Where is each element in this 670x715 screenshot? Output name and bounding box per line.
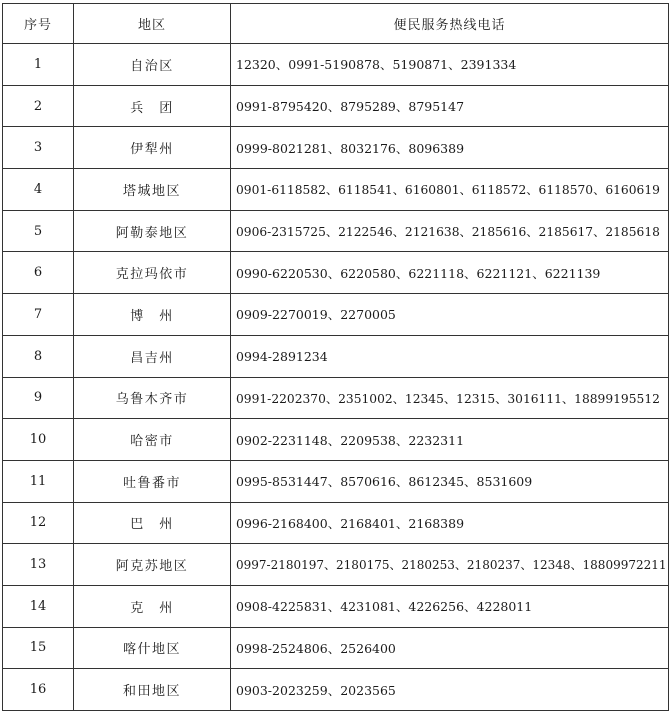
row-index: 15 <box>3 627 74 669</box>
row-index: 14 <box>3 585 74 627</box>
table-row <box>3 544 669 586</box>
row-index: 13 <box>3 544 74 586</box>
row-phones: 0909-2270019、2270005 <box>231 294 669 336</box>
row-index: 10 <box>3 419 74 461</box>
row-index: 1 <box>3 44 74 86</box>
row-phones: 0906-2315725、2122546、2121638、2185616、2185617、2185618 <box>231 210 669 252</box>
row-index: 7 <box>3 294 74 336</box>
table-row <box>3 294 669 336</box>
header-index: 序号 <box>3 4 74 44</box>
row-region: 昌吉州 <box>74 335 231 377</box>
table-row <box>3 419 669 461</box>
row-phones: 0991-2202370、2351002、12345、12315、3016111、18899195512 <box>231 377 669 419</box>
row-phones: 0995-8531447、8570616、8612345、8531609 <box>231 460 669 502</box>
row-phones: 0990-6220530、6220580、6221118、6221121、6221139 <box>231 252 669 294</box>
row-region: 伊犁州 <box>74 127 231 169</box>
row-region: 克拉玛依市 <box>74 252 231 294</box>
row-region: 塔城地区 <box>74 169 231 211</box>
row-region: 乌鲁木齐市 <box>74 377 231 419</box>
row-index: 3 <box>3 127 74 169</box>
header-region: 地区 <box>74 4 231 44</box>
table-row <box>3 252 669 294</box>
row-region: 兵 团 <box>74 85 231 127</box>
row-region: 吐鲁番市 <box>74 460 231 502</box>
row-phones: 0908-4225831、4231081、4226256、4228011 <box>231 585 669 627</box>
row-phones: 0991-8795420、8795289、8795147 <box>231 85 669 127</box>
row-index: 5 <box>3 210 74 252</box>
row-region: 阿克苏地区 <box>74 544 231 586</box>
table-row <box>3 127 669 169</box>
table-row <box>3 502 669 544</box>
table-row <box>3 169 669 211</box>
header-phones: 便民服务热线电话 <box>231 4 669 44</box>
table-row <box>3 585 669 627</box>
table-row <box>3 460 669 502</box>
table-body <box>3 44 669 711</box>
row-region: 阿勒泰地区 <box>74 210 231 252</box>
row-region: 博 州 <box>74 294 231 336</box>
row-phones: 0994-2891234 <box>231 335 669 377</box>
row-phones: 0901-6118582、6118541、6160801、6118572、6118570、6160619 <box>231 169 669 211</box>
row-phones: 0999-8021281、8032176、8096389 <box>231 127 669 169</box>
row-phones: 0997-2180197、2180175、2180253、2180237、12348、18809972211 <box>231 544 669 586</box>
row-phones: 0902-2231148、2209538、2232311 <box>231 419 669 461</box>
row-index: 4 <box>3 169 74 211</box>
table-header <box>3 4 669 44</box>
table-row <box>3 335 669 377</box>
table-row <box>3 44 669 86</box>
row-index: 8 <box>3 335 74 377</box>
row-region: 克 州 <box>74 585 231 627</box>
row-phones: 0998-2524806、2526400 <box>231 627 669 669</box>
row-index: 12 <box>3 502 74 544</box>
row-phones: 0903-2023259、2023565 <box>231 669 669 711</box>
hotline-table <box>2 3 669 711</box>
row-region: 哈密市 <box>74 419 231 461</box>
row-index: 11 <box>3 460 74 502</box>
row-index: 6 <box>3 252 74 294</box>
table-row <box>3 627 669 669</box>
row-index: 16 <box>3 669 74 711</box>
table-row <box>3 210 669 252</box>
table-row <box>3 377 669 419</box>
row-region: 巴 州 <box>74 502 231 544</box>
row-region: 自治区 <box>74 44 231 86</box>
row-region: 喀什地区 <box>74 627 231 669</box>
table-row <box>3 85 669 127</box>
row-region: 和田地区 <box>74 669 231 711</box>
row-index: 9 <box>3 377 74 419</box>
row-index: 2 <box>3 85 74 127</box>
header-row <box>3 4 669 44</box>
row-phones: 12320、0991-5190878、5190871、2391334 <box>231 44 669 86</box>
table-row <box>3 669 669 711</box>
row-phones: 0996-2168400、2168401、2168389 <box>231 502 669 544</box>
